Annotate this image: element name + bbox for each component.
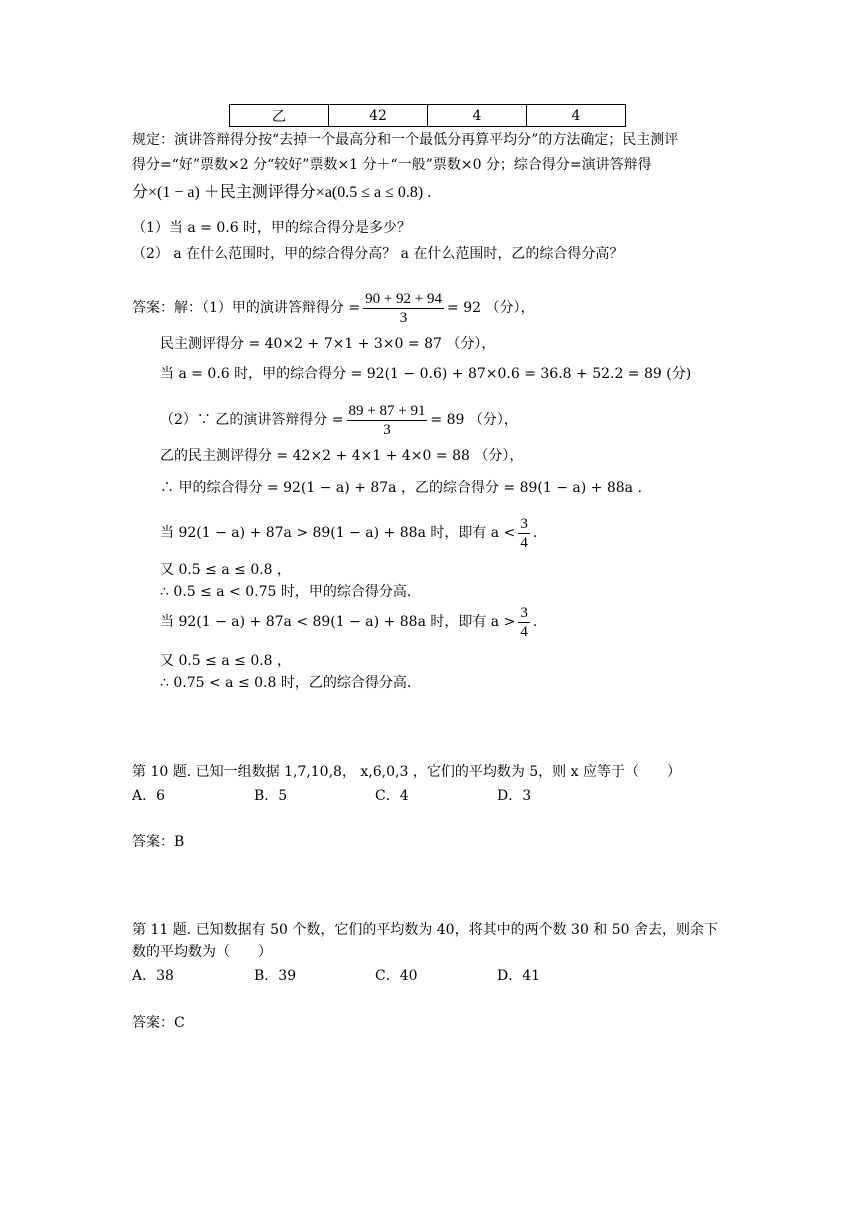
answer-line-10-suffix: .	[532, 614, 538, 630]
question-11-option-a: A．38	[132, 968, 174, 984]
fraction	[347, 402, 428, 439]
answer-line-6: ∴ 甲的综合得分 = 92(1 − a) + 87a ，乙的综合得分 = 89(1 − a) + 88a .	[160, 480, 642, 496]
fraction-denominator: 4	[520, 623, 528, 640]
question-2: （2） a 在什么范围时，甲的综合得分高？ a 在什么范围时，乙的综合得分高？	[132, 246, 624, 262]
answer-line-7	[160, 513, 537, 553]
fraction	[518, 604, 530, 641]
fraction	[518, 515, 530, 552]
answer-line-1-prefix: 答案：解：（1）甲的演讲答辩得分 =	[132, 300, 361, 316]
score-table	[229, 104, 626, 127]
fraction-denominator: 3	[399, 309, 408, 326]
table-cell-name: 乙	[230, 105, 329, 127]
question-10-option-d: D．3	[497, 788, 532, 804]
answer-line-7-suffix: .	[532, 525, 538, 541]
table-cell-good: 42	[329, 105, 428, 127]
question-11-option-c: C．40	[375, 968, 418, 984]
fraction-denominator: 3	[383, 421, 391, 438]
fraction-numerator: 3	[520, 604, 528, 621]
question-11-stem-line-1: 第 11 题. 已知数据有 50 个数，它们的平均数为 40，将其中的两个数 30 和 50 舍去，则余下	[132, 922, 719, 938]
answer-line-1	[132, 288, 534, 328]
question-10-option-c: C．4	[375, 788, 409, 804]
question-1: （1）当 a = 0.6 时，甲的综合得分是多少？	[132, 220, 412, 236]
answer-line-11: 又 0.5 ≤ a ≤ 0.8 ，	[160, 653, 292, 669]
fraction-denominator: 4	[520, 534, 528, 551]
answer-line-2: 民主测评得分 = 40×2 + 7×1 + 3×0 = 87 （分），	[160, 336, 496, 352]
answer-line-4-prefix: （2）∵ 乙的演讲答辩得分 =	[160, 412, 344, 428]
question-11-stem-line-2: 数的平均数为（ ）	[132, 944, 272, 960]
question-10-option-b: B．5	[254, 788, 288, 804]
question-10-option-a: A．6	[132, 788, 166, 804]
answer-line-9: ∴ 0.5 ≤ a < 0.75 时，甲的综合得分高.	[160, 584, 412, 600]
table-row	[230, 105, 626, 127]
table-cell-average: 4	[527, 105, 626, 127]
table-cell-fairly-good: 4	[428, 105, 527, 127]
answer-line-10	[160, 602, 537, 642]
question-10-answer: 答案：B	[132, 834, 185, 850]
question-11-option-d: D．41	[497, 968, 541, 984]
rule-line-2: 得分=“好”票数×2 分“较好”票数×1 分＋“一般”票数×0 分；综合得分=演讲答辩得	[132, 157, 652, 173]
question-11-option-b: B．39	[254, 968, 297, 984]
fraction-numerator: 3	[520, 515, 528, 532]
answer-line-8: 又 0.5 ≤ a ≤ 0.8 ，	[160, 562, 292, 578]
answer-line-10-prefix: 当 92(1 − a) + 87a < 89(1 − a) + 88a 时，即有 a >	[160, 614, 516, 630]
rule-line-1: 规定：演讲答辩得分按“去掉一个最高分和一个最低分再算平均分”的方法确定；民主测评	[132, 132, 679, 148]
fraction-numerator: 89 + 87 + 91	[348, 402, 426, 419]
answer-line-4-suffix: = 89 （分），	[430, 412, 518, 428]
answer-line-1-suffix: = 92 （分），	[447, 300, 535, 316]
fraction-numerator: 90 + 92 + 94	[365, 290, 443, 307]
answer-line-7-prefix: 当 92(1 − a) + 87a > 89(1 − a) + 88a 时，即有 a <	[160, 525, 516, 541]
answer-line-3: 当 a = 0.6 时，甲的综合得分 = 92(1 − 0.6) + 87×0.6 = 36.8 + 52.2 = 89 (分)	[160, 366, 692, 382]
question-10-stem: 第 10 题. 已知一组数据 1,7,10,8， x,6,0,3 ，它们的平均数为 5，则 x 应等于（ ）	[132, 764, 681, 780]
question-11-answer: 答案：C	[132, 1015, 185, 1031]
rule-line-3: 分×(1 − a) ＋民主测评得分×a(0.5 ≤ a ≤ 0.8) .	[132, 184, 432, 201]
answer-line-5: 乙的民主测评得分 = 42×2 + 4×1 + 4×0 = 88 （分），	[160, 448, 524, 464]
answer-line-4	[160, 400, 518, 440]
answer-line-12: ∴ 0.75 < a ≤ 0.8 时，乙的综合得分高.	[160, 675, 412, 691]
fraction	[363, 290, 444, 327]
